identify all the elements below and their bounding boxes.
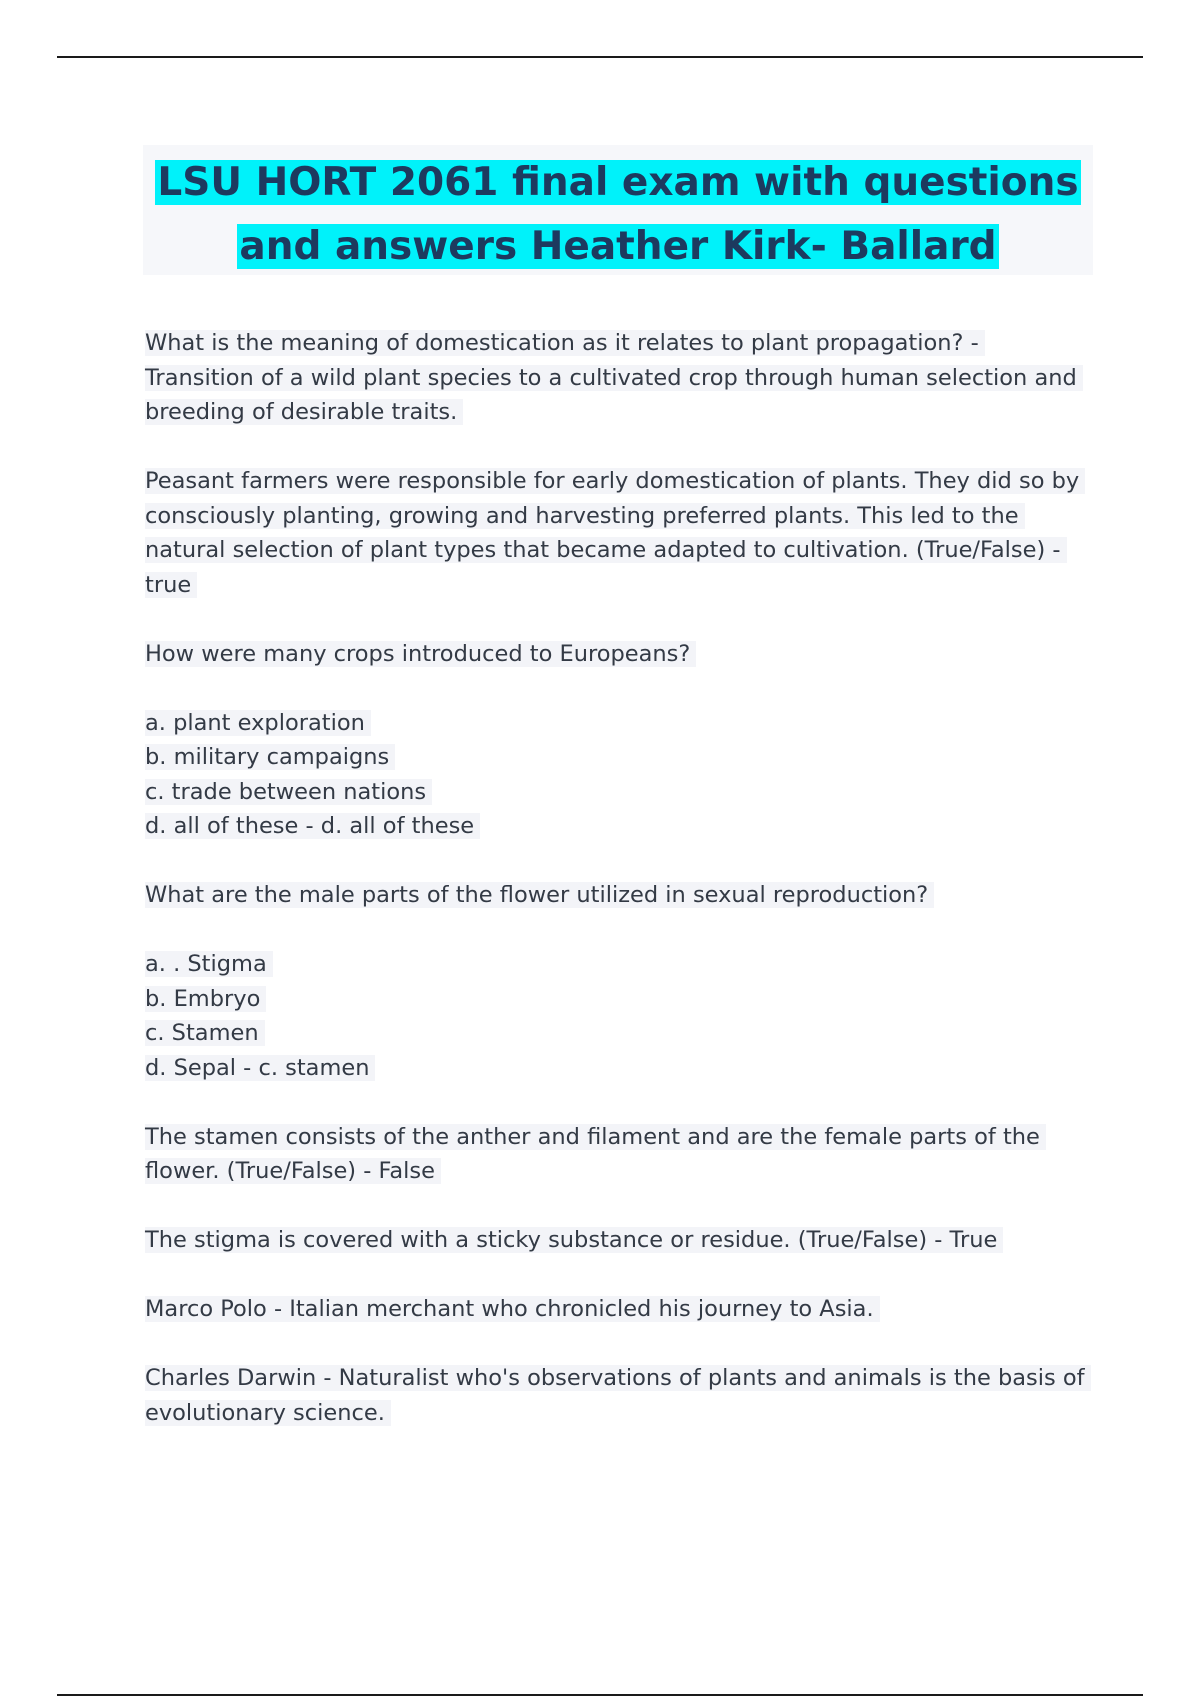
option-text: a. plant exploration [145,710,371,736]
question-text: Peasant farmers were responsible for early domestication of plants. They did so by consciously planting, growing and harvesting preferred plants. This led to the natural selection of plant types that became adapted to cultivation. (True/False) - true [145,468,1085,598]
question-stamen [145,1120,1085,1189]
option-text: c. trade between nations [145,779,432,805]
question-text: What are the male parts of the flower utilized in sexual reproduction? [145,882,934,908]
question-text: The stigma is covered with a sticky substance or residue. (True/False) - True [145,1227,1003,1253]
option-item [145,706,1085,741]
option-text: a. . Stigma [145,951,273,977]
question-text: Charles Darwin - Naturalist who's observations of plants and animals is the basis of evolutionary science. [145,1365,1091,1426]
option-item [145,947,1085,982]
title-box [143,145,1093,275]
option-text: b. military campaigns [145,744,395,770]
question-male-parts [145,878,1085,913]
page-title-text: LSU HORT 2061 final exam with questions and answers Heather Kirk- Ballard [157,160,1079,269]
page-title [143,151,1093,279]
top-rule [57,56,1143,58]
document-body [145,326,1085,1465]
option-item [145,1051,1085,1086]
term-marco-polo [145,1292,1085,1327]
option-item [145,775,1085,810]
option-text: b. Embryo [145,986,266,1012]
options-crops-introduced [145,706,1085,844]
option-item [145,982,1085,1017]
question-text: How were many crops introduced to Europeans? [145,641,696,667]
options-male-parts [145,947,1085,1085]
option-text: c. Stamen [145,1020,265,1046]
question-text: The stamen consists of the anther and filament and are the female parts of the flower. (True/False) - False [145,1124,1046,1185]
question-text: Marco Polo - Italian merchant who chronicled his journey to Asia. [145,1296,880,1322]
option-item [145,1016,1085,1051]
option-item [145,740,1085,775]
term-charles-darwin [145,1361,1085,1430]
bottom-rule [57,1694,1143,1696]
option-item [145,809,1085,844]
question-text: What is the meaning of domestication as it relates to plant propagation? - Transition of a wild plant species to a cultivated crop through human selection and breeding of desirable traits. [145,330,1083,425]
question-crops-introduced [145,637,1085,672]
option-text: d. Sepal - c. stamen [145,1055,375,1081]
option-text: d. all of these - d. all of these [145,813,480,839]
question-stigma [145,1223,1085,1258]
question-peasant-farmers [145,464,1085,602]
question-domestication [145,326,1085,430]
